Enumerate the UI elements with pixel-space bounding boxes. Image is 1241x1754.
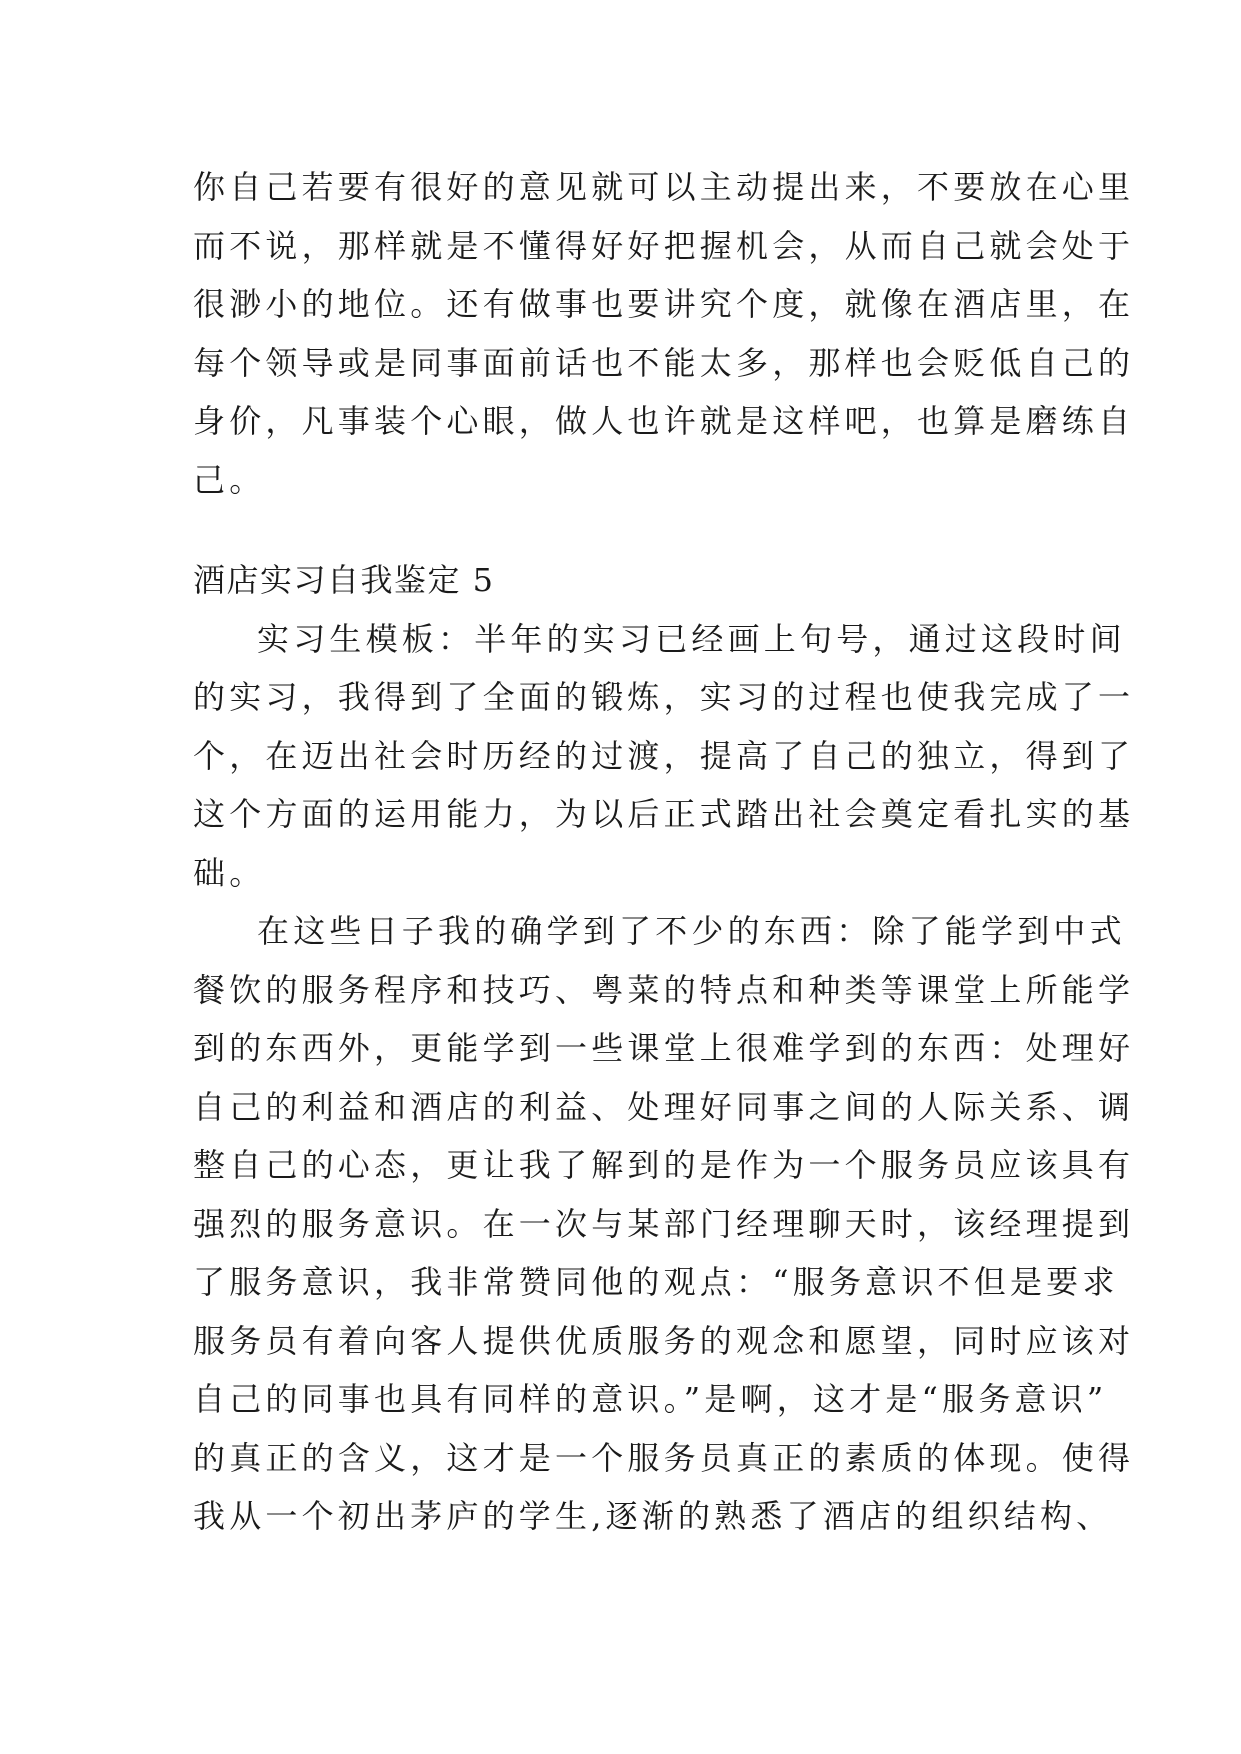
text-line: 到的东西外，更能学到一些课堂上很难学到的东西：处理好 — [193, 1029, 1135, 1067]
text-line: 我从一个初出茅庐的学生,逐渐的熟悉了酒店的组织结构、 — [193, 1497, 1113, 1535]
text-line: 己。 — [193, 460, 266, 499]
text-line: 而不说，那样就是不懂得好好把握机会，从而自己就会处于 — [193, 226, 1135, 265]
section-heading: 酒店实习自我鉴定 5 — [193, 561, 495, 599]
text-line: 自己的利益和酒店的利益、处理好同事之间的人际关系、调 — [193, 1087, 1135, 1126]
text-line: 个，在迈出社会时历经的过渡，提高了自己的独立，得到了 — [193, 736, 1135, 775]
text-line: 身价，凡事装个心眼，做人也许就是这样吧，也算是磨练自 — [193, 402, 1135, 440]
text-line: 的真正的含义，这才是一个服务员真正的素质的体现。使得 — [193, 1438, 1135, 1477]
text-line: 餐饮的服务程序和技巧、粤菜的特点和种类等课堂上所能学 — [193, 970, 1135, 1009]
text-line: 强烈的服务意识。在一次与某部门经理聊天时，该经理提到 — [193, 1204, 1135, 1243]
text-line: 整自己的心态，更让我了解到的是作为一个服务员应该具有 — [193, 1146, 1135, 1184]
text-line: 自己的同事也具有同样的意识。”是啊，这才是“服务意识” — [193, 1380, 1108, 1418]
paragraph-learning — [193, 902, 1135, 1546]
text-line: 的实习，我得到了全面的锻炼，实习的过程也使我完成了一 — [193, 678, 1135, 716]
text-line: 了服务意识，我非常赞同他的观点：“服务意识不但是要求 — [193, 1263, 1119, 1301]
text-line: 这个方面的运用能力，为以后正式踏出社会奠定看扎实的基 — [193, 795, 1135, 833]
text-line: 在这些日子我的确学到了不少的东西：除了能学到中式 — [257, 912, 1126, 950]
paragraph-intro — [193, 610, 1135, 903]
text-line: 很渺小的地位。还有做事也要讲究个度，就像在酒店里，在 — [193, 285, 1135, 323]
text-line: 础。 — [193, 853, 266, 892]
text-line: 每个领导或是同事面前话也不能太多，那样也会贬低自己的 — [193, 343, 1135, 382]
paragraph-continued — [193, 158, 1135, 509]
text-line: 服务员有着向客人提供优质服务的观念和愿望，同时应该对 — [193, 1321, 1135, 1360]
text-line: 你自己若要有很好的意见就可以主动提出来，不要放在心里 — [193, 168, 1135, 206]
document-page — [193, 158, 1135, 1546]
text-line: 实习生模板：半年的实习已经画上句号，通过这段时间 — [257, 619, 1126, 658]
